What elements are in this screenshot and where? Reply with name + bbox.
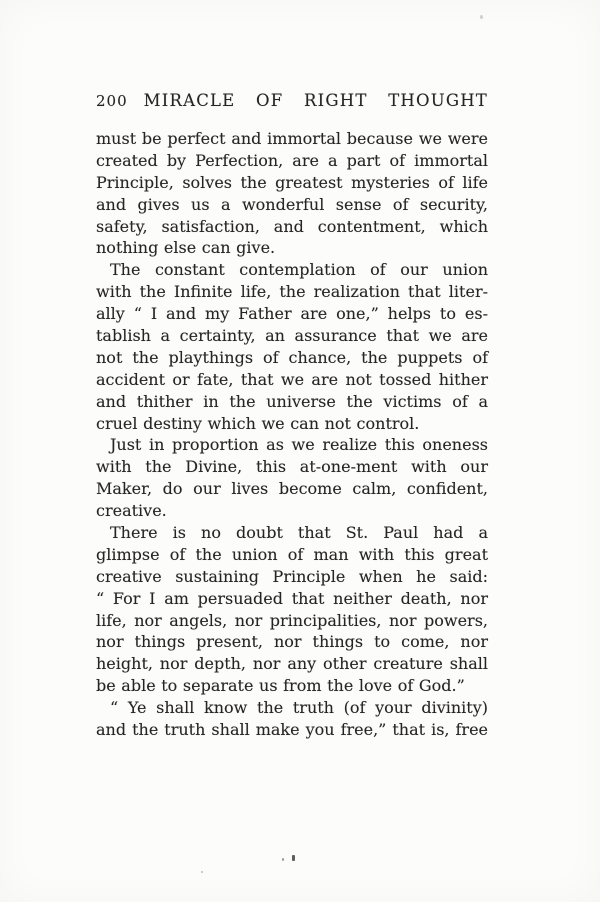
text-line: with the Infinite life, the realization that liter- [96, 282, 488, 302]
text-line: and thither in the universe the victims of a [96, 391, 488, 411]
text-line: glimpse of the union of man with this great [96, 544, 488, 564]
text-line: cruel destiny which we can not control. [96, 413, 420, 433]
scan-speck [480, 15, 483, 19]
page-number: 200 [96, 92, 128, 110]
text-line: and the truth shall make you free,” that is, free [96, 720, 488, 740]
text-line: “ For I am persuaded that neither death, nor [96, 588, 488, 608]
text-line: “ Ye shall know the truth (of your divinity) [110, 698, 488, 718]
text-line: There is no doubt that St. Paul had a [110, 523, 488, 543]
text-line: nor things present, nor things to come, nor [96, 632, 488, 652]
page-title [144, 92, 488, 115]
page-title-text: MIRACLE OF RIGHT THOUGHT [143, 91, 488, 110]
text-line: created by Perfection, are a part of immortal [96, 150, 488, 170]
text-line: not the playthings of chance, the puppets of [96, 347, 488, 367]
text-line: Principle, solves the greatest mysteries of life [96, 172, 488, 192]
text-line: life, nor angels, nor principalities, nor powers, [96, 610, 488, 630]
text-line: safety, satisfaction, and contentment, which [96, 216, 488, 236]
text-line: with the Divine, this at-one-ment with our [96, 457, 488, 477]
text-line: creative. [96, 501, 167, 521]
text-line: be able to separate us from the love of God.” [96, 676, 465, 696]
text-line: nothing else can give. [96, 238, 276, 258]
text-line: height, nor depth, nor any other creature shall [96, 654, 488, 674]
text-line: Maker, do our lives become calm, confident, [96, 479, 488, 499]
text-line: and gives us a wonderful sense of security, [96, 194, 488, 214]
scan-speck [282, 858, 284, 861]
text-line: The constant contemplation of our union [110, 260, 488, 280]
text-line: Just in proportion as we realize this oneness [110, 435, 488, 455]
running-head [96, 92, 488, 115]
text-line: ally “ I and my Father are one,” helps to es- [96, 304, 488, 324]
text-line: accident or fate, that we are not tossed hither [96, 369, 488, 389]
text-block [96, 128, 488, 741]
text-line: tablish a certainty, an assurance that we are [96, 326, 488, 346]
text-line: creative sustaining Principle when he said: [96, 566, 488, 586]
scan-speck [201, 871, 203, 873]
text-line: must be perfect and immortal because we were [96, 129, 488, 148]
scan-speck [292, 855, 295, 861]
